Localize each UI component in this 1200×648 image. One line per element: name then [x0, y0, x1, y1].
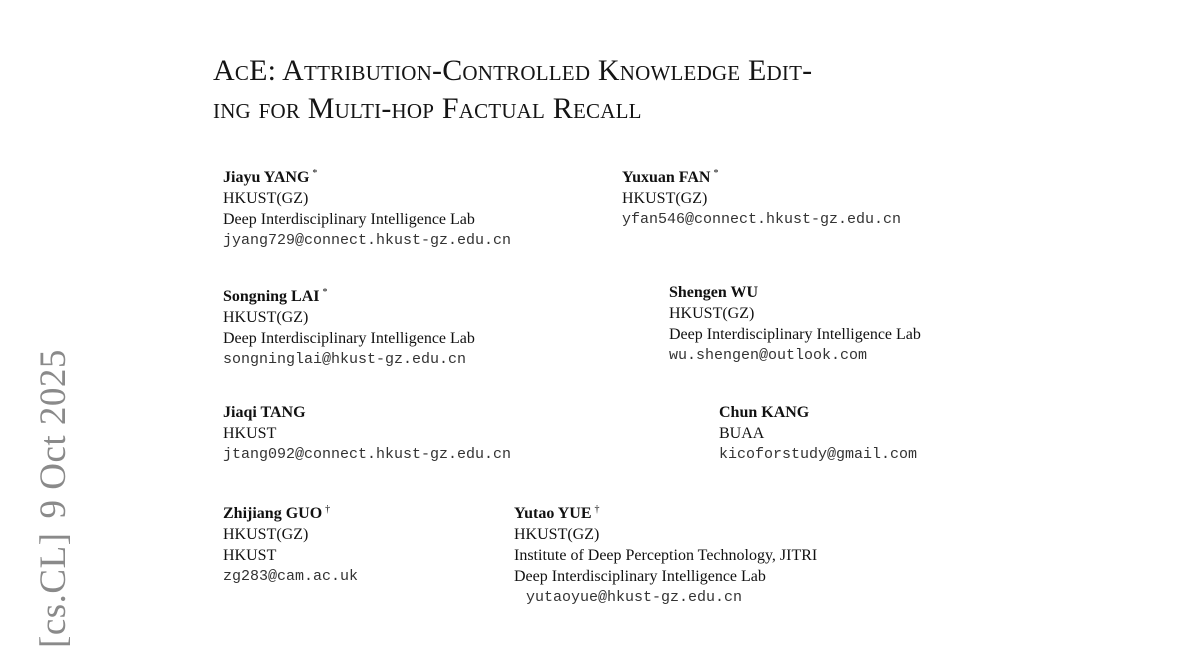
author-affiliation: HKUST(GZ)	[669, 305, 755, 322]
arxiv-category: [cs.CL]	[33, 532, 74, 648]
author-name: Shengen WU	[669, 284, 759, 301]
author-affiliation: Deep Interdisciplinary Intelligence Lab	[514, 568, 766, 585]
author-block	[223, 282, 475, 370]
author-block	[223, 402, 511, 465]
author-mark: *	[312, 168, 318, 179]
author-mark: *	[713, 168, 719, 179]
author-affiliation: Deep Interdisciplinary Intelligence Lab	[669, 326, 921, 343]
author-name: Jiayu YANG *	[223, 168, 318, 186]
author-name: Songning LAI *	[223, 287, 328, 305]
author-affiliation: HKUST(GZ)	[223, 309, 309, 326]
author-mark: †	[594, 504, 600, 515]
arxiv-side-label	[34, 349, 74, 648]
author-email[interactable]: songninglai@hkust-gz.edu.cn	[223, 351, 467, 368]
author-email[interactable]: yutaoyue@hkust-gz.edu.cn	[526, 589, 743, 606]
author-affiliation: HKUST	[223, 425, 277, 442]
author-email[interactable]: zg283@cam.ac.uk	[223, 568, 359, 585]
author-block	[223, 163, 511, 251]
paper-title	[213, 52, 1033, 128]
author-name: Yutao YUE †	[514, 504, 600, 522]
author-affiliation: BUAA	[719, 425, 765, 442]
author-email[interactable]: jtang092@connect.hkust-gz.edu.cn	[223, 446, 512, 463]
author-block	[669, 282, 921, 366]
author-name: Yuxuan FAN *	[622, 168, 719, 186]
author-mark: †	[325, 504, 331, 515]
author-block	[514, 499, 817, 608]
author-affiliation: Deep Interdisciplinary Intelligence Lab	[223, 330, 475, 347]
author-email[interactable]: jyang729@connect.hkust-gz.edu.cn	[223, 232, 512, 249]
author-name: Chun KANG	[719, 404, 810, 421]
author-name: Jiaqi TANG	[223, 404, 306, 421]
author-block	[719, 402, 917, 465]
author-name: Zhijiang GUO †	[223, 504, 331, 522]
author-affiliation: Deep Interdisciplinary Intelligence Lab	[223, 211, 475, 228]
author-block	[622, 163, 901, 230]
author-email[interactable]: wu.shengen@outlook.com	[669, 347, 868, 364]
author-affiliation: HKUST(GZ)	[223, 526, 309, 543]
author-affiliation: HKUST	[223, 547, 277, 564]
author-affiliation: HKUST(GZ)	[514, 526, 600, 543]
author-email[interactable]: yfan546@connect.hkust-gz.edu.cn	[622, 211, 902, 228]
author-affiliation: HKUST(GZ)	[223, 190, 309, 207]
author-affiliation: Institute of Deep Perception Technology, JITRI	[514, 547, 818, 564]
author-affiliation: HKUST(GZ)	[622, 190, 708, 207]
author-email[interactable]: kicoforstudy@gmail.com	[719, 446, 918, 463]
arxiv-date: 9 Oct 2025	[33, 349, 74, 519]
title-line-1: AcE: Attribution-Controlled Knowledge Edit-	[213, 54, 813, 87]
author-block	[223, 499, 358, 587]
title-line-2: ing for Multi-hop Factual Recall	[213, 92, 642, 125]
author-mark: *	[322, 287, 328, 298]
